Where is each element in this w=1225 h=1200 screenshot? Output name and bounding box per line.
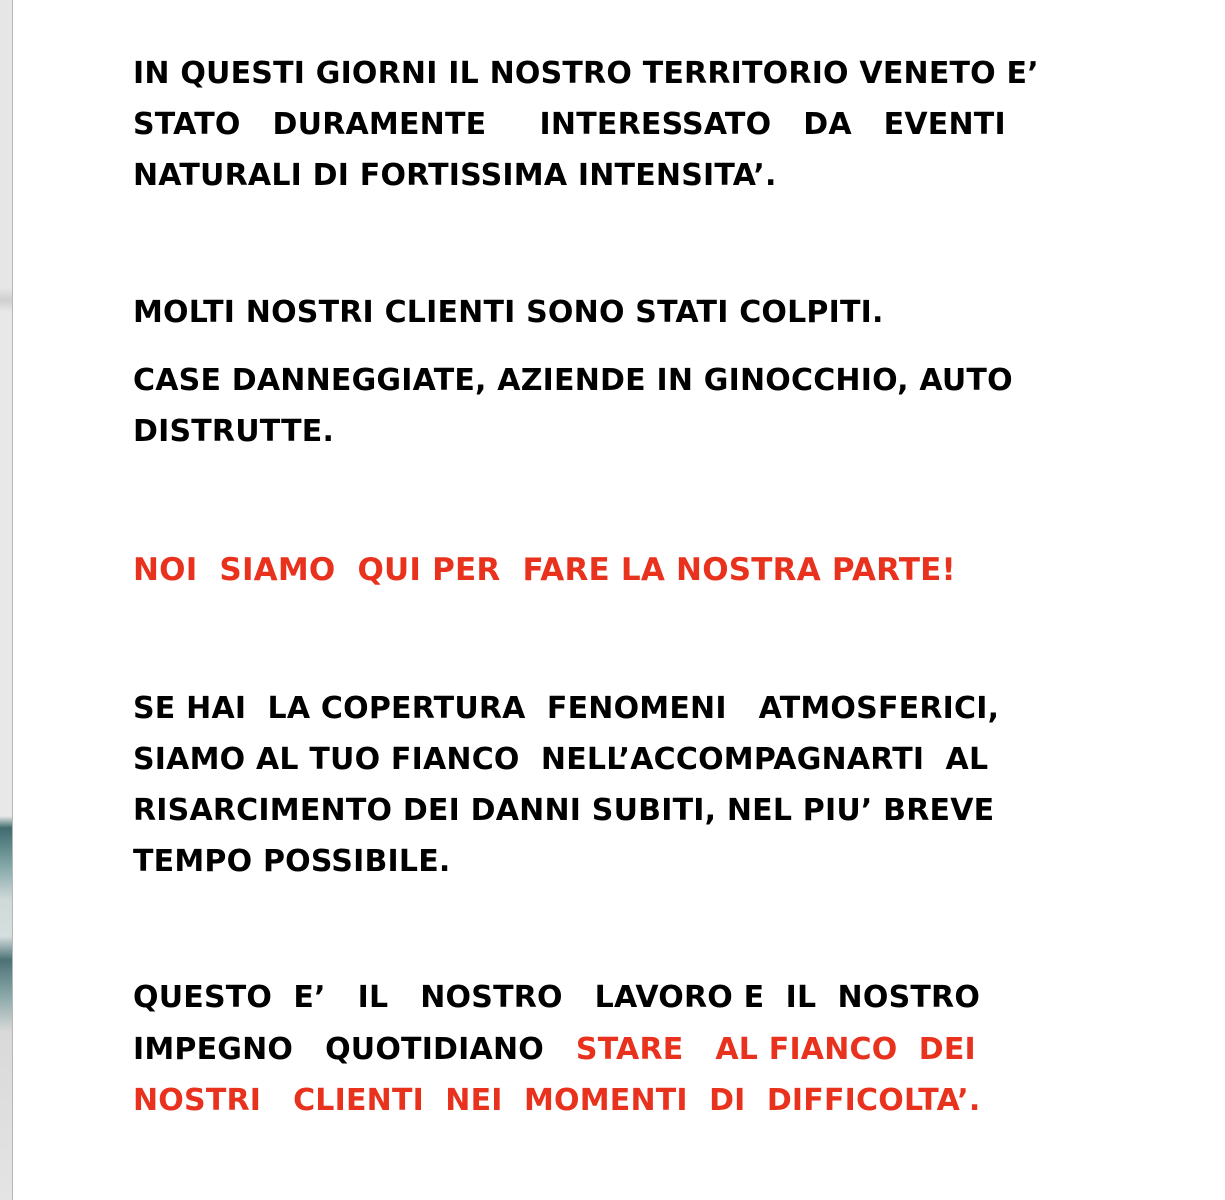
left-edge-divider	[12, 0, 13, 1200]
paragraph-commitment-line-2	[133, 1024, 976, 1075]
headline-red: NOI SIAMO QUI PER FARE LA NOSTRA PARTE!	[133, 552, 956, 588]
paragraph-commitment-line-3: NOSTRI CLIENTI NEI MOMENTI DI DIFFICOLTA’.	[133, 1083, 981, 1118]
paragraph-coverage-line-2: SIAMO AL TUO FIANCO NELL’ACCOMPAGNARTI AL	[133, 742, 989, 777]
paragraph-clients-hit: MOLTI NOSTRI CLIENTI SONO STATI COLPITI.	[133, 295, 884, 330]
paragraph-coverage-line-3: RISARCIMENTO DEI DANNI SUBITI, NEL PIU’ BREVE	[133, 793, 995, 828]
paragraph-intro-line-1: IN QUESTI GIORNI IL NOSTRO TERRITORIO VENETO E’	[133, 56, 1039, 91]
left-window-strip	[0, 0, 12, 1200]
paragraph-damage-line-1: CASE DANNEGGIATE, AZIENDE IN GINOCCHIO, AUTO	[133, 363, 1013, 398]
paragraph-damage-line-2: DISTRUTTE.	[133, 414, 335, 449]
commitment-black-part: IMPEGNO QUOTIDIANO	[133, 1032, 576, 1067]
paragraph-intro-line-3: NATURALI DI FORTISSIMA INTENSITA’.	[133, 158, 777, 193]
paragraph-intro-line-2: STATO DURAMENTE INTERESSATO DA EVENTI	[133, 107, 1006, 142]
commitment-red-part: STARE AL FIANCO DEI	[575, 1032, 976, 1067]
paragraph-coverage-line-4: TEMPO POSSIBILE.	[133, 844, 451, 879]
paragraph-coverage-line-1: SE HAI LA COPERTURA FENOMENI ATMOSFERICI,	[133, 691, 1000, 726]
paragraph-commitment-line-1: QUESTO E’ IL NOSTRO LAVORO E IL NOSTRO	[133, 980, 981, 1015]
